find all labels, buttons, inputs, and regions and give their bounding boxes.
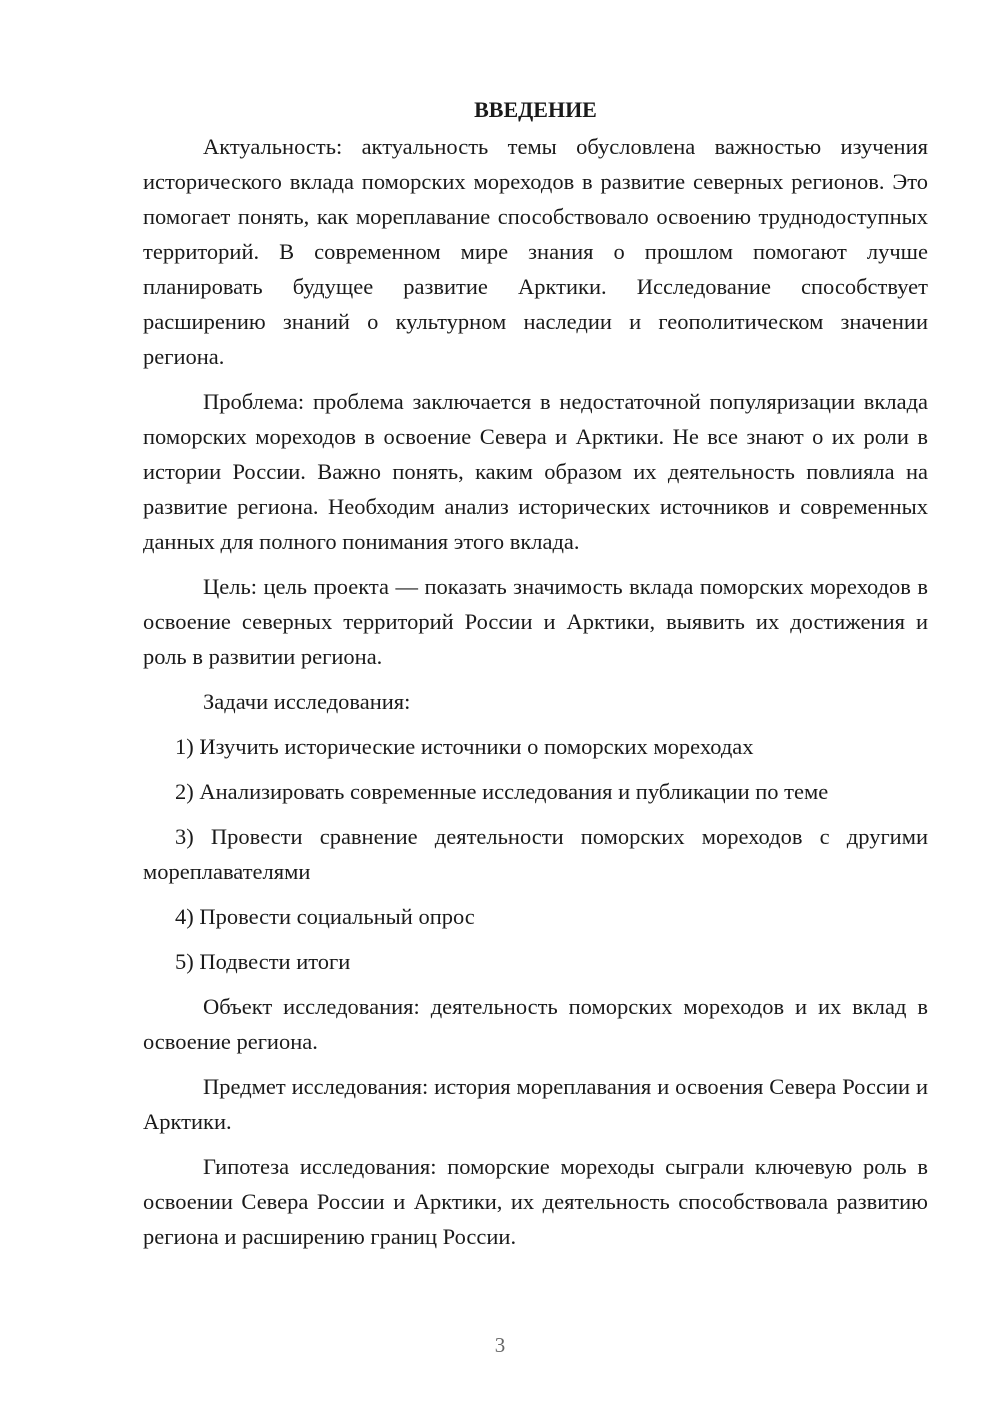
paragraph-goal: Цель: цель проекта — показать значимость вклада поморских мореходов в освоение северных территорий России и Арктики, выявить их достижения и роль в развитии региона. bbox=[143, 574, 928, 669]
tasks-list bbox=[143, 729, 928, 979]
task-item: 3) Провести сравнение деятельности поморских мореходов с другими мореплавателями bbox=[143, 824, 928, 884]
task-item: 4) Провести социальный опрос bbox=[175, 904, 475, 929]
task-item: 1) Изучить исторические источники о поморских мореходах bbox=[175, 734, 754, 759]
paragraph-problem: Проблема: проблема заключается в недостаточной популяризации вклада поморских мореходов в освоение Севера и Арктики. Не все знают о их роли в истории России. Важно понять, каким образом их деятельность повлияла на развитие региона. Необходим анализ исторических источников и современных данных для полного понимания этого вклада. bbox=[143, 389, 928, 554]
task-item: 2) Анализировать современные исследования и публикации по теме bbox=[175, 779, 829, 804]
paragraph-subject: Предмет исследования: история мореплавания и освоения Севера России и Арктики. bbox=[143, 1074, 928, 1134]
task-item: 5) Подвести итоги bbox=[175, 949, 351, 974]
document-page bbox=[143, 92, 928, 1254]
page-number: 3 bbox=[494, 1333, 506, 1357]
paragraph-hypothesis: Гипотеза исследования: поморские мореходы сыграли ключевую роль в освоении Севера России и Арктики, их деятельность способствовала развитию региона и расширению границ России. bbox=[143, 1154, 928, 1249]
paragraph-relevance: Актуальность: актуальность темы обусловлена важностью изучения исторического вклада поморских мореходов в развитие северных регионов. Это помогает понять, как мореплавание способствовало освоению труднодоступных территорий. В современном мире знания о прошлом помогают лучше планировать будущее развитие Арктики. Исследование способствует расширению знаний о культурном наследии и геополитическом значении региона. bbox=[143, 134, 928, 369]
tasks-heading: Задачи исследования: bbox=[203, 689, 411, 714]
section-title: ВВЕДЕНИЕ bbox=[474, 97, 597, 122]
paragraph-object: Объект исследования: деятельность поморских мореходов и их вклад в освоение региона. bbox=[143, 994, 928, 1054]
